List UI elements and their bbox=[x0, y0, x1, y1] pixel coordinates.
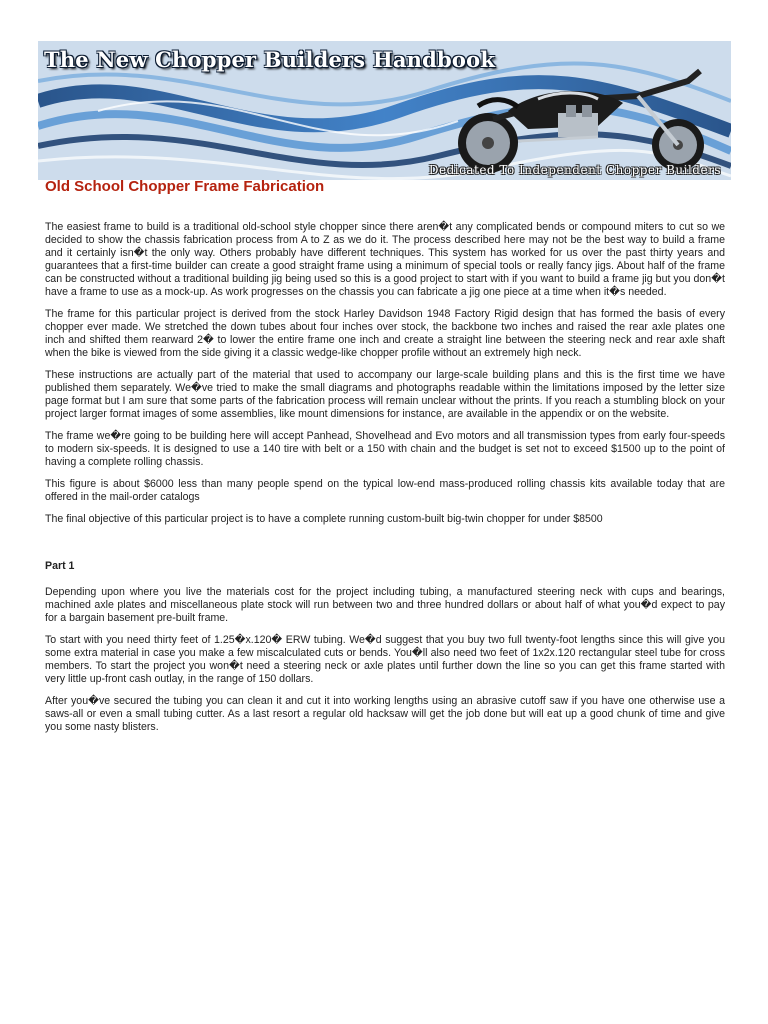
paragraph: To start with you need thirty feet of 1.25�x.120� ERW tubing. We�d suggest that you buy two full twenty-foot lengths since this will give you some extra material in case you make a few miscalculated cuts or bends. You�ll also need two feet of 1x2x.120 rectangular steel tube for cross members. To start the project you won�t need a steering neck or axle plates until further down the line so you can get this frame started with very little up-front cash outlay, in the range of 150 dollars. bbox=[45, 634, 725, 685]
banner-title: The New Chopper Builders Handbook bbox=[44, 47, 496, 72]
header-banner bbox=[38, 41, 731, 180]
paragraph: After you�ve secured the tubing you can clean it and cut it into working lengths using an abrasive cutoff saw if you have one otherwise use a saws-all or even a small tubing cutter. As a last resort a regular old hacksaw will get the job done but will eat up a good chunk of time and give you some nasty blisters. bbox=[45, 695, 725, 733]
paragraph: Depending upon where you live the materials cost for the project including tubing, a manufactured steering neck with cups and bearings, machined axle plates and miscellaneous plate stock will run between two and three hundred dollars or about half of what you�d expect to pay for a bargain basement pre-built frame. bbox=[45, 586, 725, 624]
article-title: Old School Chopper Frame Fabrication bbox=[45, 178, 325, 195]
section-heading-part-1: Part 1 bbox=[45, 560, 75, 572]
paragraph: This figure is about $6000 less than many people spend on the typical low-end mass-produced rolling chassis kits available today that are offered in the mail-order catalogs bbox=[45, 478, 725, 503]
paragraph: These instructions are actually part of the material that used to accompany our large-scale building plans and this is the first time we have published them separately. We�ve tried to make the small diagrams and photographs readable within the limitations imposed by the letter size page format but I am sure that some parts of the fabrication process will remain unclear without the prints. If you reach a stumbling block on your project larger format images of some assemblies, like mount dimensions for instance, are available in the appendix or on the website. bbox=[45, 369, 725, 420]
paragraph: The frame for this particular project is derived from the stock Harley Davidson 1948 Factory Rigid design that has formed the basis of every chopper ever made. We stretched the down tubes about four inches over stock, the backbone two inches and raised the rear axle plates one inch and shifted them rearward 2� to lower the entire frame one inch and create a straight line between the steering neck and rear axle shaft when the bike is viewed from the side giving it a classic wedge-like chopper profile without an extremely high neck. bbox=[45, 308, 725, 359]
paragraph: The easiest frame to build is a traditional old-school style chopper since there aren�t any complicated bends or compound miters to cut so we decided to show the chassis fabrication process from A to Z as we do it. The process described here may not be the best way to build a frame and it certainly isn�t the only way. Others probably have different techniques. This system has worked for us over the past thirty years and guarantees that a first-time builder can create a good straight frame using a minimum of special tools or really fancy jigs. About half of the frame can be constructed without a traditional building jig being used so this is a good project to start with if you want to build a frame jig but you don�t have a frame to use as a mock-up. As work progresses on the chassis you can fabricate a jig one piece at a time when it�s needed. bbox=[45, 221, 725, 298]
banner-tagline: Dedicated To Independent Chopper Builders bbox=[428, 163, 721, 177]
paragraph: The frame we�re going to be building here will accept Panhead, Shovelhead and Evo motors and all transmission types from early four-speeds to modern six-speeds. It is designed to use a 140 tire with belt or a 150 with chain and the budget is set not to exceed $1500 up to the point of having a complete rolling chassis. bbox=[45, 430, 725, 468]
article-body bbox=[45, 178, 725, 743]
paragraph: The final objective of this particular project is to have a complete running custom-built big-twin chopper for under $8500 bbox=[45, 513, 603, 525]
